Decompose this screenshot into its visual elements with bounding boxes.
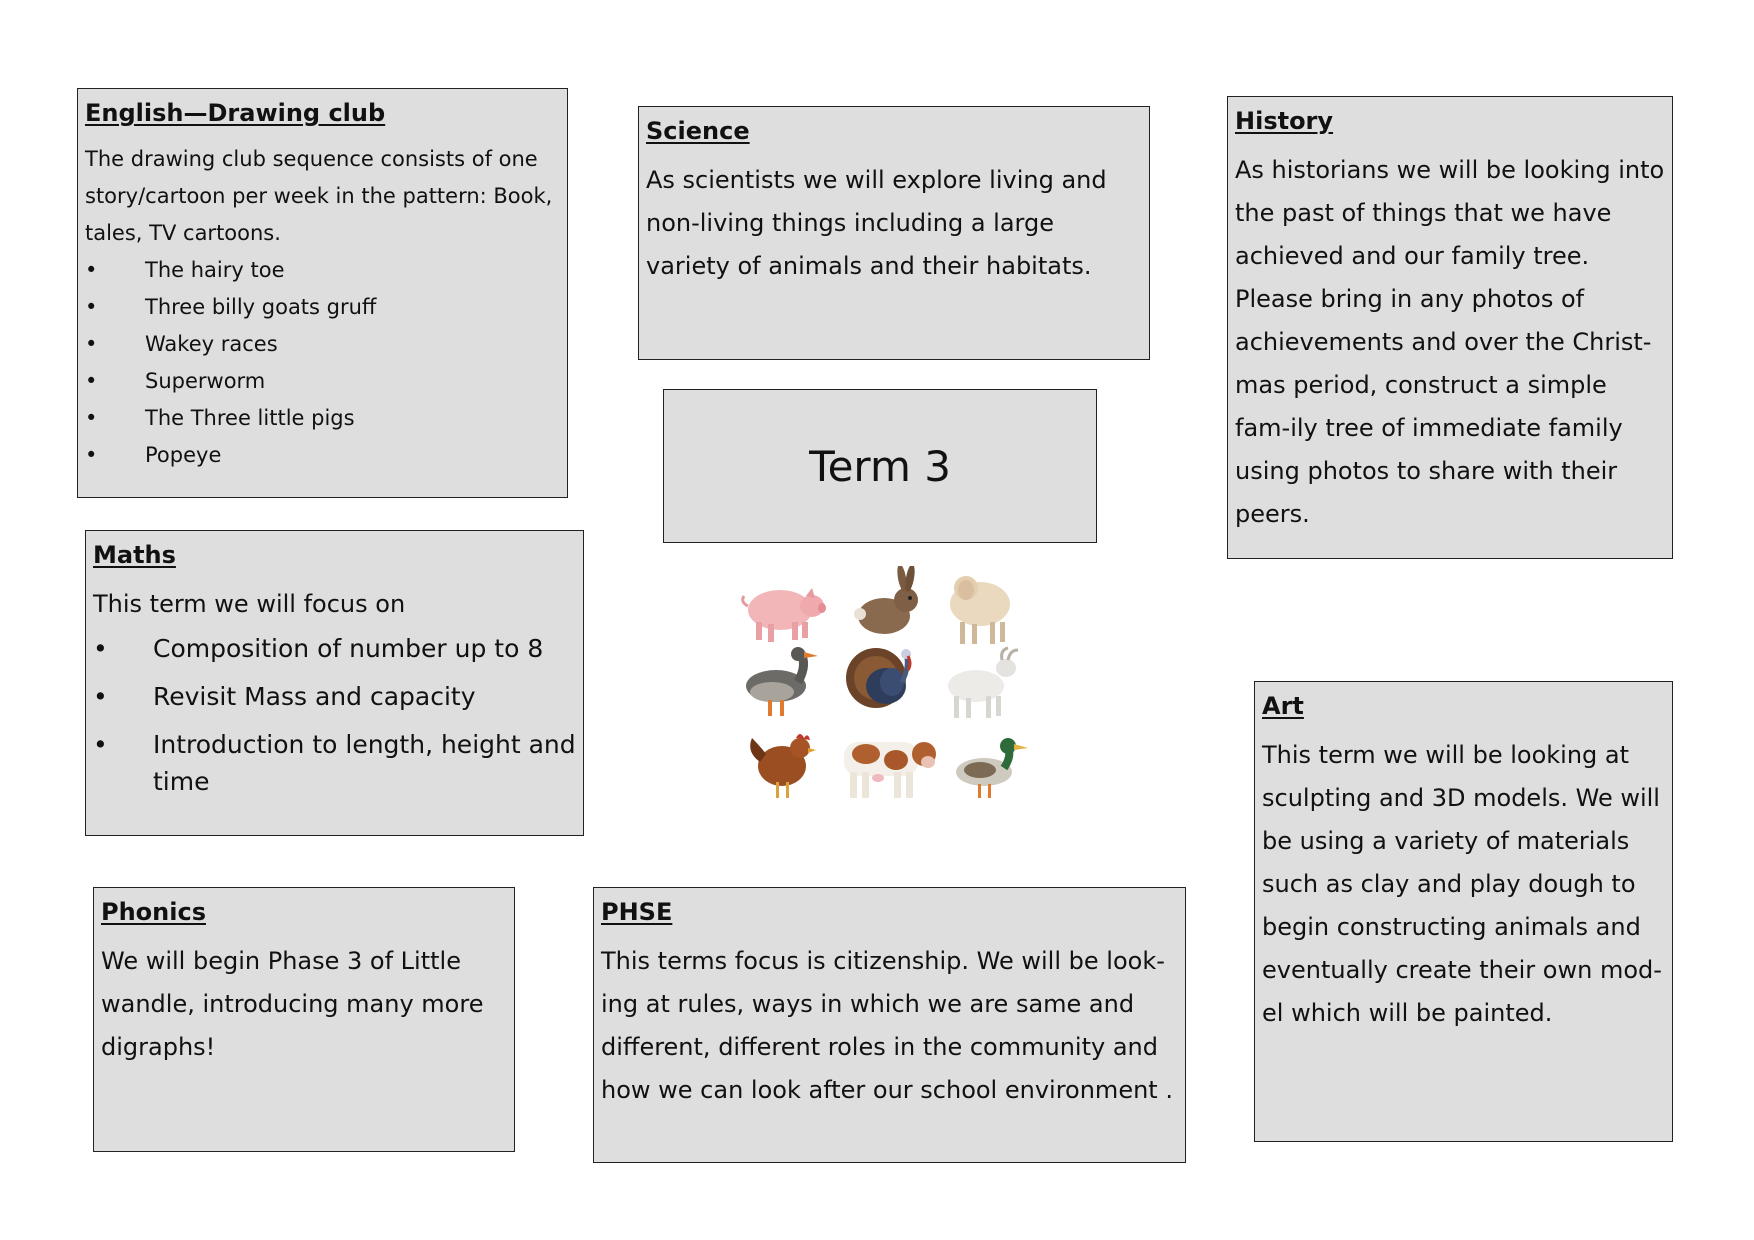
phse-box — [593, 887, 1186, 1163]
history-box — [1227, 96, 1673, 559]
phonics-text: We will begin Phase 3 of Little wandle, introducing many more digraphs! — [101, 947, 484, 1061]
science-text: As scientists we will explore living and non-living things including a large variety of animals and their habitats. — [646, 166, 1107, 280]
list-item: • Composition of number up to 8 — [93, 630, 576, 667]
english-title: English—Drawing club — [85, 99, 386, 127]
sheep-icon — [936, 570, 1028, 646]
history-text: As historians we will be looking into the past of things that we have achieved and our family tree. Please bring in any photos of achievements and over the Christ-mas period, construct a simple fam-ily tree of immediate family using photos to share with their peers. — [1235, 156, 1665, 528]
english-intro: The drawing club sequence consists of one story/cartoon per week in the pattern: Book, tales, TV cartoons. — [85, 147, 553, 245]
phse-title: PHSE — [601, 898, 673, 926]
farm-animals-illustration — [736, 566, 1028, 806]
phse-text: This terms focus is citizenship. We will be look-ing at rules, ways in which we are same and different, different roles in the community and how we can look after our school environment . — [601, 947, 1173, 1104]
science-title: Science — [646, 117, 750, 145]
goat-icon — [936, 646, 1028, 722]
science-box — [638, 106, 1150, 360]
duck-icon — [944, 730, 1036, 806]
art-text: This term we will be looking at sculpting and 3D models. We will be using a variety of materials such as clay and play dough to begin constructing animals and eventually create their own mod-el which will be painted. — [1262, 741, 1662, 1027]
list-item: • Revisit Mass and capacity — [93, 678, 576, 715]
history-title: History — [1235, 107, 1334, 135]
hen-icon — [736, 728, 828, 804]
maths-box — [85, 530, 584, 836]
list-item: • Three billy goats gruff — [85, 289, 560, 326]
phonics-title: Phonics — [101, 898, 206, 926]
rabbit-icon — [840, 566, 932, 642]
term-heading: Term 3 — [663, 389, 1097, 543]
list-item: • Introduction to length, height and time — [93, 726, 576, 800]
list-item: • Popeye — [85, 437, 560, 474]
cow-icon — [832, 726, 940, 802]
list-item: • The hairy toe — [85, 252, 560, 289]
english-list — [85, 252, 560, 474]
phonics-box — [93, 887, 515, 1152]
pig-icon — [736, 574, 828, 650]
list-item: • Superworm — [85, 363, 560, 400]
english-box — [77, 88, 568, 498]
maths-list — [93, 630, 576, 800]
goose-icon — [736, 646, 828, 722]
maths-intro: This term we will focus on — [93, 590, 406, 618]
list-item: • The Three little pigs — [85, 400, 560, 437]
maths-title: Maths — [93, 541, 176, 569]
list-item: • Wakey races — [85, 326, 560, 363]
art-title: Art — [1262, 692, 1304, 720]
turkey-icon — [836, 642, 928, 718]
art-box — [1254, 681, 1673, 1142]
